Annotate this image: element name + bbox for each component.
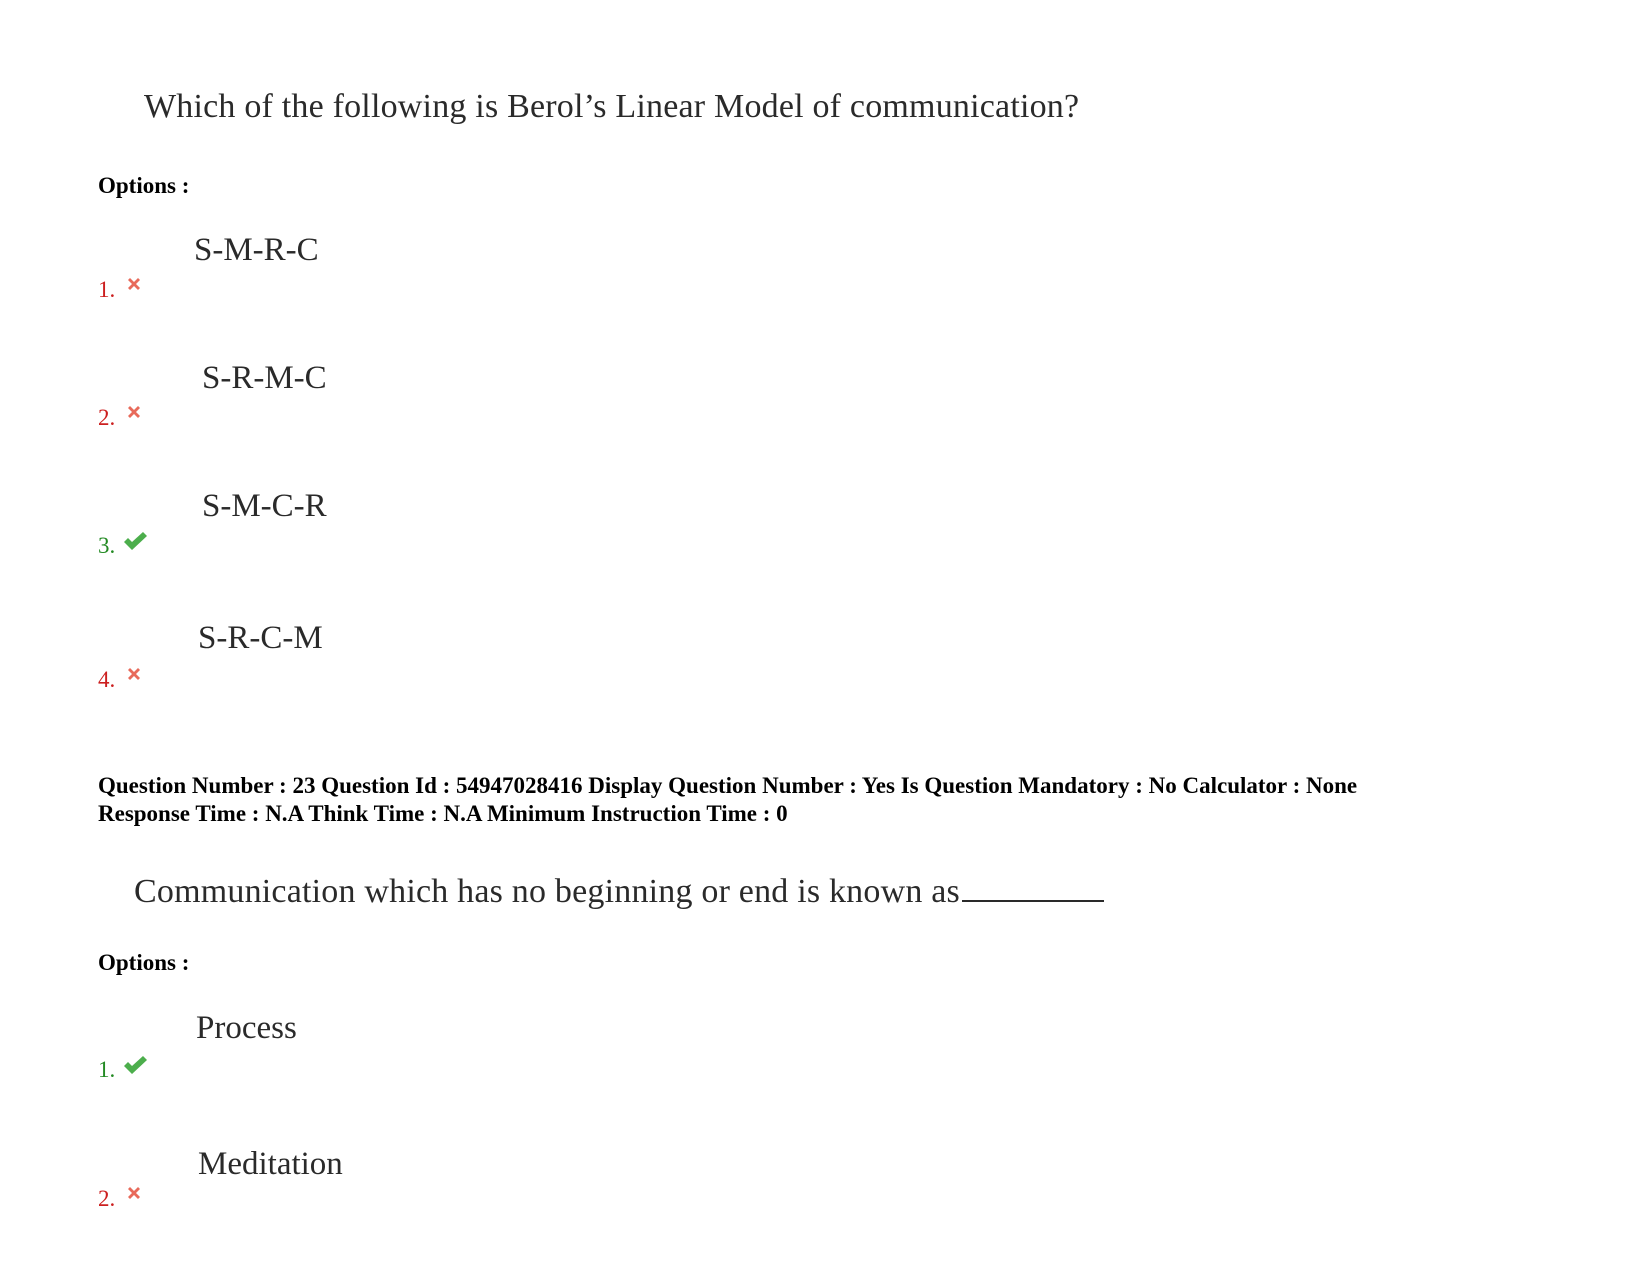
check-icon: [122, 1054, 148, 1076]
question-22-option-4-number: 4.: [98, 667, 116, 692]
question-23-option-2-text: Meditation: [198, 1146, 343, 1182]
question-22-option-3-text: S-M-C-R: [202, 488, 327, 524]
cross-icon: [125, 665, 143, 683]
answer-blank: [962, 870, 1104, 902]
cross-icon: [125, 1184, 143, 1202]
cross-icon: [125, 275, 143, 293]
question-22-option-1-number: 1.: [98, 277, 116, 302]
question-23-meta-line-2: Response Time : N.A Think Time : N.A Minimum Instruction Time : 0: [98, 801, 788, 826]
question-23-options-label: Options :: [98, 950, 190, 975]
question-23-text: Communication which has no beginning or end is known as: [134, 873, 960, 910]
question-22-options-label: Options :: [98, 173, 190, 198]
cross-icon: [125, 403, 143, 421]
question-22-option-1-text: S-M-R-C: [194, 232, 319, 268]
question-23-option-2-number: 2.: [98, 1186, 116, 1211]
question-22-option-2-number: 2.: [98, 405, 116, 430]
question-22-text: Which of the following is Berol’s Linear Model of communication?: [144, 88, 1080, 125]
question-22-option-4-text: S-R-C-M: [198, 620, 323, 656]
check-icon: [122, 530, 148, 552]
question-23-meta-line-1: Question Number : 23 Question Id : 54947028416 Display Question Number : Yes Is Question Mandatory : No Calculator : None: [98, 773, 1358, 798]
question-23-option-1-number: 1.: [98, 1057, 116, 1082]
question-23-text-row: [134, 870, 1104, 911]
question-23-option-1-text: Process: [196, 1010, 297, 1046]
question-22-option-2-text: S-R-M-C: [202, 360, 327, 396]
question-22-option-3-number: 3.: [98, 533, 116, 558]
